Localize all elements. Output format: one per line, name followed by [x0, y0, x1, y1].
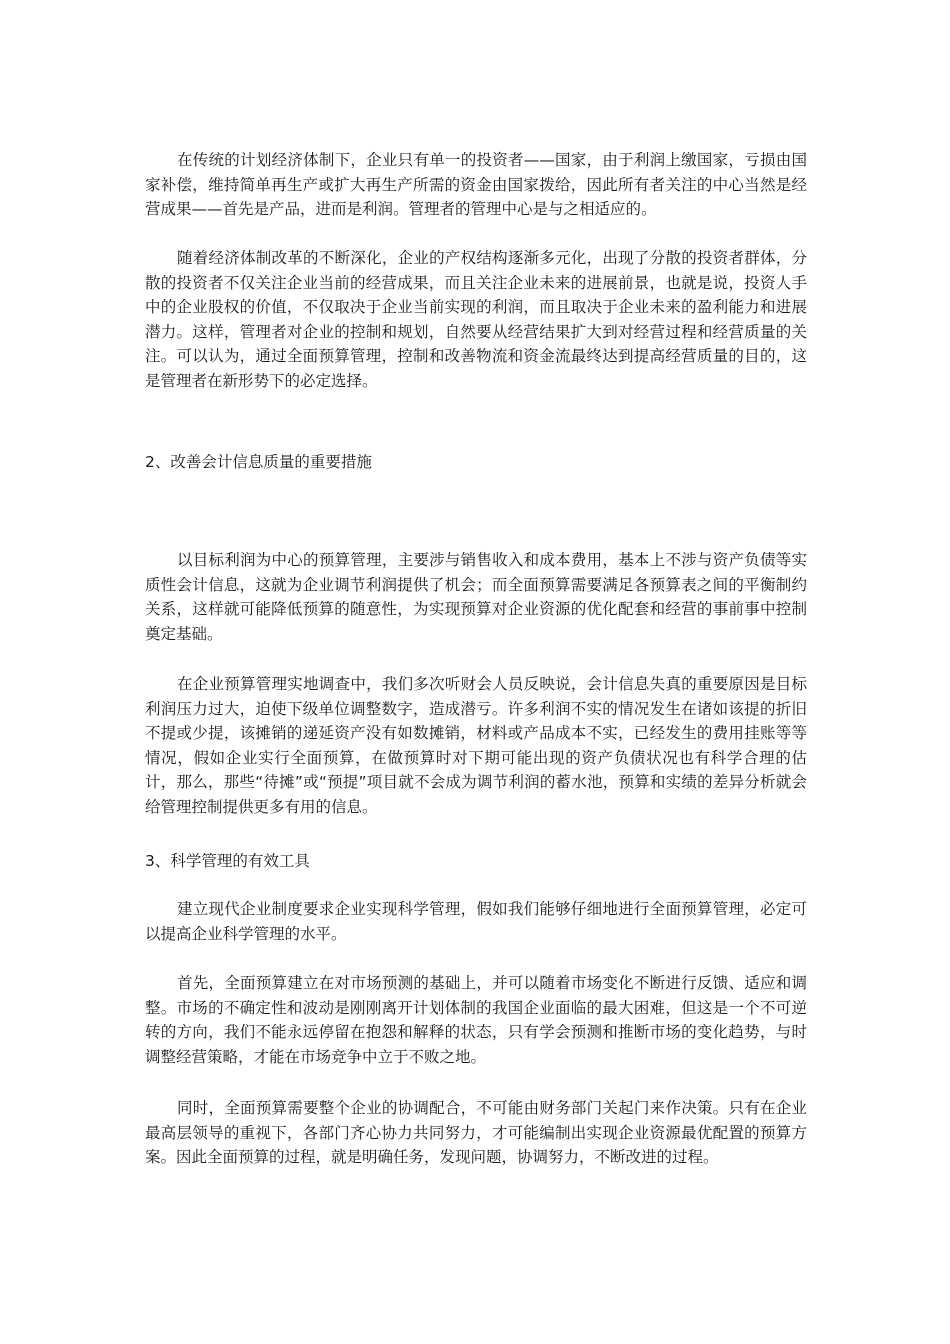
paragraph-planned-economy: 在传统的计划经济体制下，企业只有单一的投资者——国家，由于利润上缴国家，亏损由国家补偿，维持简单再生产或扩大再生产所需的资金由国家拨给，因此所有者关注的中心当然是经营成果——首先是产品，进而是利润。管理者的管理中心是与之相适应的。 [145, 151, 807, 219]
paragraph-reform-deepening: 随着经济体制改革的不断深化，企业的产权结构逐渐多元化，出现了分散的投资者群体，分散的投资者不仅关注企业当前的经营成果，而且关注企业未来的进展前景，也就是说，投资人手中的企业股权的价值，不仅取决于企业当前实现的利润，而且取决于企业未来的盈利能力和进展潜力。这样，管理者对企业的控制和规划，自然要从经营结果扩大到对经营过程和经营质量的关注。可以认为，通过全面预算管理，控制和改善物流和资金流最终达到提高经营质量的目的，这是管理者在新形势下的必定选择。 [145, 249, 807, 390]
section-heading-2: 2、改善会计信息质量的重要措施 [145, 453, 372, 471]
paragraph-target-profit: 以目标利润为中心的预算管理，主要涉与销售收入和成本费用，基本上不涉与资产负债等实质性会计信息，这就为企业调节利润提供了机会；而全面预算需要满足各预算表之间的平衡制约关系，这样就可能降低预算的随意性，为实现预算对企业资源的优化配套和经营的事前事中控制奠定基础。 [145, 551, 807, 643]
paragraph-field-survey: 在企业预算管理实地调查中，我们多次听财会人员反映说，会计信息失真的重要原因是目标利润压力过大，迫使下级单位调整数字，造成潜亏。许多利润不实的情况发生在诸如该提的折旧不提或少提，该摊销的递延资产没有如数摊销，材料或产品成本不实，已经发生的费用挂账等等情况，假如企业实行全面预算，在做预算时对下期可能出现的资产负债状况也有科学合理的估计，那么，那些“待摊”或“预提”项目就不会成为调节利润的蓄水池，预算和实绩的差异分析就会给管理控制提供更多有用的信息。 [145, 675, 807, 816]
section-heading-3: 3、科学管理的有效工具 [145, 852, 310, 870]
paragraph-meanwhile-coordination: 同时，全面预算需要整个企业的协调配合，不可能由财务部门关起门来作决策。只有在企业最高层领导的重视下，各部门齐心协力共同努力，才可能编制出实现企业资源最优配置的预算方案。因此全面预算的过程，就是明确任务，发现问题，协调努力，不断改进的过程。 [145, 1099, 807, 1167]
paragraph-first-market: 首先，全面预算建立在对市场预测的基础上，并可以随着市场变化不断进行反馈、适应和调整。市场的不确定性和波动是刚刚离开计划体制的我国企业面临的最大困难，但这是一个不可逆转的方向，我们不能永远停留在抱怨和解释的状态，只有学会预测和推断市场的变化趋势，与时调整经营策略，才能在市场竞争中立于不败之地。 [145, 974, 807, 1066]
paragraph-modern-enterprise: 建立现代企业制度要求企业实现科学管理，假如我们能够仔细地进行全面预算管理，必定可以提高企业科学管理的水平。 [145, 900, 807, 943]
